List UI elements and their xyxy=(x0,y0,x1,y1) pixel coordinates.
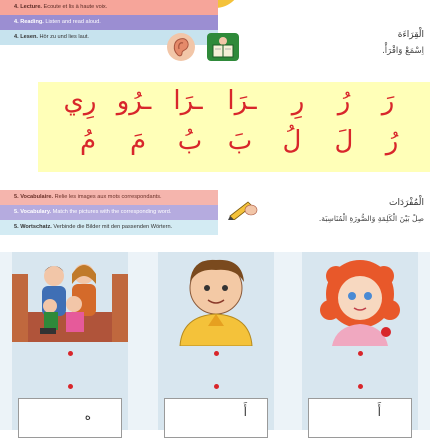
book-reading-icon xyxy=(206,32,240,62)
boy-picture xyxy=(158,254,274,346)
match-dot[interactable] xyxy=(214,384,219,389)
match-dot[interactable] xyxy=(68,351,73,356)
letter-cell: رِي xyxy=(63,86,97,116)
instruction-bar-de: 4. Lesen. Hör zu und lies laut. xyxy=(0,30,218,45)
instruction-bar-en: 4. Reading. Listen and read aloud. xyxy=(0,15,218,30)
girl-picture xyxy=(302,254,418,346)
word-text: أَ xyxy=(377,405,381,419)
vocab-bar-de: 5. Wortschatz. Verbinde die Bilder mit den passenden Wörtern. xyxy=(0,220,218,235)
letter-cell: ـرُو xyxy=(116,86,152,116)
reading-instruction: اِسْمَعْ وَاقْرَأْ. xyxy=(382,46,424,56)
vocab-bar-fr: 5. Vocabulaire. Relie les images aux mots correspondants. xyxy=(0,190,218,205)
letter-cell: ـرَا xyxy=(173,86,203,116)
letters-row-2 xyxy=(38,126,430,166)
word-box-2 xyxy=(164,398,268,438)
match-dot[interactable] xyxy=(358,351,363,356)
match-dot[interactable] xyxy=(214,351,219,356)
vocab-bar-en: 5. Vocabulary. Match the pictures with the corresponding word. xyxy=(0,205,218,220)
letter-cell: بُ xyxy=(177,126,203,156)
match-dot[interactable] xyxy=(358,384,363,389)
word-box-3 xyxy=(308,398,412,438)
reading-title: الْقِرَاءَة xyxy=(397,30,424,40)
letters-row-1 xyxy=(38,86,430,126)
letter-cell: رَ xyxy=(381,86,395,116)
letter-cell: رُ xyxy=(385,126,399,156)
letter-cell: بَ xyxy=(227,126,253,156)
letters-panel xyxy=(38,82,430,172)
ear-icon xyxy=(166,32,196,62)
letter-cell: مَ xyxy=(129,126,147,156)
letter-cell: ـرَا xyxy=(227,86,257,116)
match-dot[interactable] xyxy=(68,384,73,389)
word-text: ه xyxy=(84,409,91,423)
letter-cell: رِ xyxy=(291,86,305,116)
word-box-1 xyxy=(18,398,122,438)
family-picture xyxy=(12,254,128,346)
vocab-title: الْمُفْرَدَات xyxy=(389,198,424,208)
letter-cell: لَ xyxy=(334,126,354,156)
letter-cell: رُ xyxy=(337,86,351,116)
letter-cell: لُ xyxy=(282,126,302,156)
letter-cell: مُ xyxy=(79,126,97,156)
vocab-instruction: صِلْ بَيْنَ الْكَلِمَةِ وَالصُّورَةِ الْمُنَاسِبَة. xyxy=(318,214,424,223)
instruction-bar-fr: 4. Lecture. Ecoute et lis à haute voix. xyxy=(0,0,218,15)
word-text: أَ xyxy=(243,405,247,419)
